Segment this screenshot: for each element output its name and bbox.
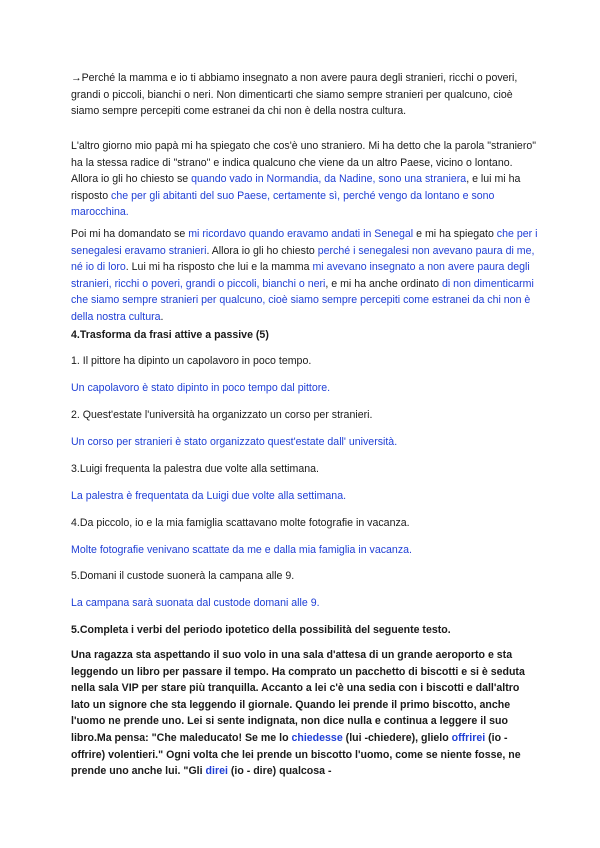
- exercise-answer: La campana sarà suonata dal custode domani alle 9.: [71, 597, 320, 609]
- exercise-question: 1. Il pittore ha dipinto un capolavoro in poco tempo.: [71, 355, 312, 367]
- intro-paragraph: →Perché la mamma e io ti abbiamo insegnato a non avere paura degli stranieri, ricchi o poveri, grandi o piccoli, bianchi o neri. Non dimenticarti che siamo sempre stranieri per qualcuno, cioè siamo sempre percepiti come estranei da chi non è della nostra cultura.: [71, 72, 518, 118]
- text-run: L'altro giorno mio papà mi ha spiegato che cos'è uno straniero. Mi ha detto che la parola "straniero" ha la stessa radice di "strano" e indica qualcuno che viene da un altro Paese, vicino o lontano. Allora io gli ho chiesto se: [71, 140, 537, 186]
- exercise-answer: Un capolavoro è stato dipinto in poco tempo dal pittore.: [71, 382, 331, 394]
- exercise-question: 2. Quest'estate l'università ha organizzato un corso per stranieri.: [71, 409, 373, 421]
- verb-answer: offrirei: [451, 731, 486, 744]
- text-run: . Allora io gli ho chiesto: [206, 244, 318, 257]
- answer-run: mi avevano insegnato a non avere paura degli stranieri, ricchi o poveri, grandi o piccoli, bianchi o neri: [71, 261, 530, 290]
- verb-answer: direi: [205, 765, 228, 778]
- answer-run: perché i senegalesi non avevano paura di me, né io di loro: [71, 244, 535, 274]
- exercise-answer: Molte fotografie venivano scattate da me e dalla mia famiglia in vacanza.: [71, 544, 412, 556]
- text-run: Poi mi ha domandato se: [71, 228, 189, 240]
- text-run: , e mi ha anche ordinato: [325, 277, 442, 290]
- exercise-answer: La palestra è frequentata da Luigi due volte alla settimana.: [71, 490, 347, 502]
- exercise-answer: Un corso per stranieri è stato organizzato quest'estate dall' università.: [71, 436, 398, 448]
- paragraph-straniero: [71, 138, 539, 221]
- section5-title: 5.Completa i verbi del periodo ipotetico della possibilità del seguente testo.: [71, 624, 451, 636]
- text-run: (lui -chiedere), glielo: [342, 731, 452, 744]
- text-run: (io - dire) qualcosa -: [227, 765, 332, 778]
- text-run: , e lui mi ha risposto: [71, 173, 521, 202]
- paragraph-airport: [71, 647, 539, 780]
- exercise-question: 4.Da piccolo, io e la mia famiglia scattavano molte fotografie in vacanza.: [71, 517, 410, 529]
- answer-run: mi ricordavo quando eravamo andati in Senegal: [188, 228, 414, 240]
- answer-run: che per gli abitanti del suo Paese, certamente sì, perché vengo da lontano e sono marocchina.: [71, 189, 495, 219]
- text-run: Una ragazza sta aspettando il suo volo in una sala d'attesa di un grande aeroporto e sta leggendo un libro per passare il tempo. Ha comprato un pacchetto di biscotti e si è seduta nella sala VIP per stare più tranquilla. Accanto a lei c'è una sedia con i biscotti e dall'altro lato un signore che sta leggendo il giornale. Quando lei prende il primo biscotto, anche l'uomo ne prende uno. Lei si sente indignata, non dice nulla e continua a leggere il suo libro.Ma pensa: "Che maleducato! Se me lo: [71, 649, 525, 744]
- text-run: .: [160, 310, 164, 323]
- text-run: (io - offrire) volentieri." Ogni volta che lei prende un biscotto l'uomo, come se niente fosse, ne prende uno anche lui. "Gli: [71, 731, 521, 778]
- section4-title: 4.Trasforma da frasi attive a passive (5): [71, 329, 269, 341]
- answer-run: che per i senegalesi eravamo stranieri: [71, 228, 538, 257]
- paragraph-senegal: [71, 226, 539, 326]
- answer-run: quando vado in Normandia, da Nadine, sono una straniera: [191, 173, 467, 186]
- exercise-question: 3.Luigi frequenta la palestra due volte alla settimana.: [71, 463, 319, 475]
- text-run: . Lui mi ha risposto che lui e la mamma: [125, 261, 313, 274]
- verb-answer: chiedesse: [291, 731, 343, 744]
- text-run: e mi ha spiegato: [413, 228, 497, 240]
- exercise-question: 5.Domani il custode suonerà la campana alle 9.: [71, 570, 295, 582]
- answer-run: di non dimenticarmi che siamo sempre stranieri per qualcuno, cioè siamo sempre percepiti come estranei da chi non è della nostra cultura: [71, 277, 534, 323]
